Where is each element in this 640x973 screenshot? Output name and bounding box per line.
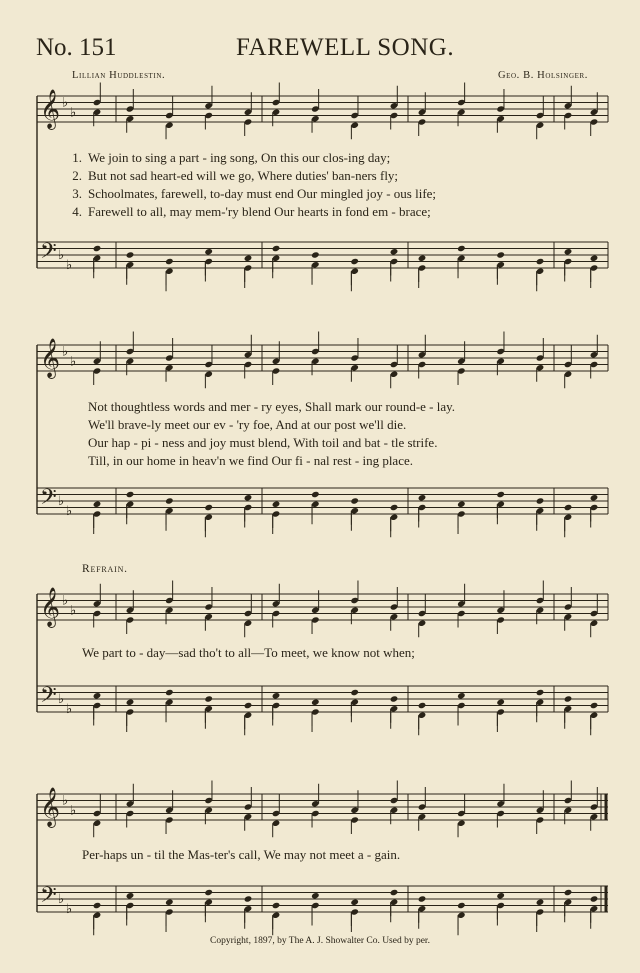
note-head xyxy=(536,899,545,906)
note-head xyxy=(311,491,320,498)
note-head xyxy=(564,504,573,511)
refrain-label: Refrain. xyxy=(82,563,128,575)
verse-line-5: Not thoughtless words and mer - ry eyes, Shall mark our round-e - lay. xyxy=(88,399,456,414)
flat-icon: ♭ xyxy=(58,248,65,263)
note-head xyxy=(536,497,545,504)
verse-line-2: 2. But not sad heart-ed will we go, Where duties' ban-ners fly; xyxy=(72,168,399,183)
treble-clef-icon: 𝄞 xyxy=(40,787,61,827)
note-head xyxy=(418,494,427,501)
flat-icon: ♭ xyxy=(62,593,69,609)
flat-icon: ♭ xyxy=(62,793,69,809)
note-head xyxy=(165,899,174,906)
note-head xyxy=(564,695,573,702)
note-head xyxy=(126,491,135,498)
note-head xyxy=(390,248,399,255)
verse-line-7: Our hap - pi - ness and joy must blend, With toil and bat - tle strife. xyxy=(88,435,438,450)
flat-icon: ♭ xyxy=(66,503,73,519)
flat-icon: ♭ xyxy=(58,892,65,907)
note-head xyxy=(390,504,399,511)
flat-icon: ♭ xyxy=(70,603,77,619)
note-head xyxy=(496,892,505,899)
note-head xyxy=(165,497,174,504)
note-head xyxy=(93,501,102,508)
note-head xyxy=(165,258,174,265)
note-head xyxy=(244,494,253,501)
note-head xyxy=(126,251,135,258)
copyright-notice: Copyright, 1897, by The A. J. Showalter Co. Used by per. xyxy=(210,936,430,946)
flat-icon: ♭ xyxy=(70,354,77,370)
note-head xyxy=(457,902,466,909)
note-head xyxy=(311,699,320,706)
note-head xyxy=(204,695,213,702)
note-head xyxy=(350,689,359,696)
note-head xyxy=(272,902,281,909)
note-head xyxy=(272,501,281,508)
bass-clef-icon: 𝄢 xyxy=(40,485,57,515)
note-head xyxy=(590,494,599,501)
bass-clef-icon: 𝄢 xyxy=(40,683,57,713)
note-head xyxy=(311,892,320,899)
note-head xyxy=(457,245,466,252)
flat-icon: ♭ xyxy=(66,701,73,717)
note-head xyxy=(496,491,505,498)
flat-icon: ♭ xyxy=(58,494,65,509)
composer-credit: Geo. B. Holsinger. xyxy=(497,70,588,81)
note-head xyxy=(93,245,102,252)
note-head xyxy=(496,251,505,258)
note-head xyxy=(350,899,359,906)
flat-icon: ♭ xyxy=(70,803,77,819)
note-head xyxy=(390,695,399,702)
note-head xyxy=(126,699,135,706)
lyricist-credit: Lillian Huddlestin. xyxy=(72,70,166,81)
flat-icon: ♭ xyxy=(70,105,77,121)
note-head xyxy=(93,902,102,909)
note-head xyxy=(536,258,545,265)
note-head xyxy=(564,889,573,896)
note-head xyxy=(350,258,359,265)
note-head xyxy=(272,245,281,252)
flat-icon: ♭ xyxy=(58,692,65,707)
note-head xyxy=(590,702,599,709)
verse-line-6: We'll brave-ly meet our ev - 'ry foe, And at our post we'll die. xyxy=(88,417,407,432)
bass-clef-icon: 𝄢 xyxy=(40,883,57,913)
refrain-lyric-2: Per-haps un - til the Mas-ter's call, We may not meet a - gain. xyxy=(82,847,401,862)
note-head xyxy=(244,895,253,902)
note-head xyxy=(204,248,213,255)
note-head xyxy=(350,497,359,504)
treble-clef-icon: 𝄞 xyxy=(40,89,61,129)
verse-line-8: Till, in our home in heav'n we find Our fi - nal rest - ing place. xyxy=(88,453,413,468)
note-head xyxy=(418,895,427,902)
flat-icon: ♭ xyxy=(62,344,69,360)
note-head xyxy=(165,689,174,696)
verse-line-3: 3. Schoolmates, farewell, to-day must end Our mingled joy - ous life; xyxy=(72,186,437,201)
verse-line-1: 1. We join to sing a part - ing song, On this our clos-ing day; xyxy=(72,150,391,165)
bass-clef-icon: 𝄢 xyxy=(40,239,57,269)
note-head xyxy=(457,692,466,699)
note-head xyxy=(418,702,427,709)
flat-icon: ♭ xyxy=(62,95,69,111)
treble-clef-icon: 𝄞 xyxy=(40,338,61,378)
note-head xyxy=(311,251,320,258)
treble-clef-icon: 𝄞 xyxy=(40,587,61,627)
hymn-number: No. 151 xyxy=(36,34,117,61)
note-head xyxy=(244,255,253,262)
note-head xyxy=(93,692,102,699)
note-head xyxy=(204,889,213,896)
note-head xyxy=(418,255,427,262)
verse-line-4: 4. Farewell to all, may mem-'ry blend Our hearts in fond em - brace; xyxy=(72,204,431,219)
note-head xyxy=(564,248,573,255)
note-head xyxy=(244,702,253,709)
note-head xyxy=(457,501,466,508)
flat-icon: ♭ xyxy=(66,257,73,273)
flat-icon: ♭ xyxy=(66,901,73,917)
note-head xyxy=(590,895,599,902)
note-head xyxy=(590,255,599,262)
note-head xyxy=(204,504,213,511)
note-head xyxy=(536,689,545,696)
note-head xyxy=(390,889,399,896)
refrain-lyric-1: We part to - day—sad tho't to all—To meet, we know not when; xyxy=(82,645,415,660)
note-head xyxy=(126,892,135,899)
note-head xyxy=(272,692,281,699)
note-head xyxy=(496,699,505,706)
hymn-title: FAREWELL SONG. xyxy=(236,34,455,61)
